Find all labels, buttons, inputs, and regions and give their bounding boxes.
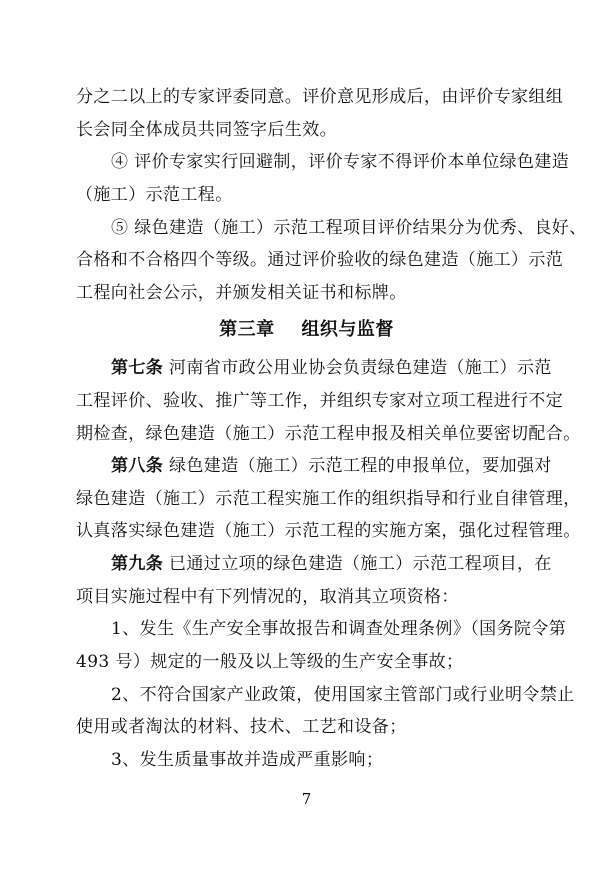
text-line: 工程评价、验收、推广等工作，并组织专家对立项工程进行不定 xyxy=(76,391,564,411)
article-7-heading: 第七条 xyxy=(111,358,164,378)
text-line: ⑤ 绿色建造（施工）示范工程项目评价结果分为优秀、良好、 xyxy=(111,218,587,238)
text-line: 分之二以上的专家评委同意。评价意见形成后，由评价专家组组 xyxy=(76,87,564,107)
article-7-text: 河南省市政公用业协会负责绿色建造（施工）示范 xyxy=(163,358,552,378)
article-8-heading: 第八条 xyxy=(111,456,164,476)
article-9-text: 已通过立项的绿色建造（施工）示范工程项目，在 xyxy=(163,554,552,574)
list-item-1-line: 1、发生《生产安全事故报告和调查处理条例》（国务院令第 xyxy=(111,619,567,639)
list-item-2-line: 2、不符合国家产业政策，使用国家主管部门或行业明令禁止 xyxy=(111,685,575,705)
text-line: 期检查，绿色建造（施工）示范工程申报及相关单位要密切配合。 xyxy=(76,424,581,444)
text-line: 工程向社会公示，并颁发相关证书和标牌。 xyxy=(76,283,407,303)
chapter-heading: 第三章 组织与监督 xyxy=(219,319,394,340)
text-line: 项目实施过程中有下列情况的，取消其立项资格： xyxy=(76,587,459,607)
text-line: 合格和不合格四个等级。通过评价验收的绿色建造（施工）示范 xyxy=(76,250,564,270)
text-line: 493 号）规定的一般及以上等级的生产安全事故； xyxy=(76,652,464,672)
text-line: ④ 评价专家实行回避制，评价专家不得评价本单位绿色建造 xyxy=(111,152,570,172)
text-line: 长会同全体成员共同签字后生效。 xyxy=(76,120,337,140)
text-line: 绿色建造（施工）示范工程实施工作的组织指导和行业自律管理， xyxy=(76,489,581,509)
article-7-line xyxy=(111,358,581,378)
article-8-line xyxy=(111,456,581,476)
page-number: 7 xyxy=(301,790,312,808)
text-line: （施工）示范工程。 xyxy=(76,185,233,205)
list-item-3-line: 3、发生质量事故并造成严重影响； xyxy=(111,750,384,770)
text-line: 使用或者淘汰的材料、技术、工艺和设备； xyxy=(76,717,407,737)
text-line: 认真落实绿色建造（施工）示范工程的实施方案，强化过程管理。 xyxy=(76,521,581,541)
article-9-heading: 第九条 xyxy=(111,554,164,574)
article-8-text: 绿色建造（施工）示范工程的申报单位，要加强对 xyxy=(163,456,552,476)
article-9-line xyxy=(111,554,581,574)
